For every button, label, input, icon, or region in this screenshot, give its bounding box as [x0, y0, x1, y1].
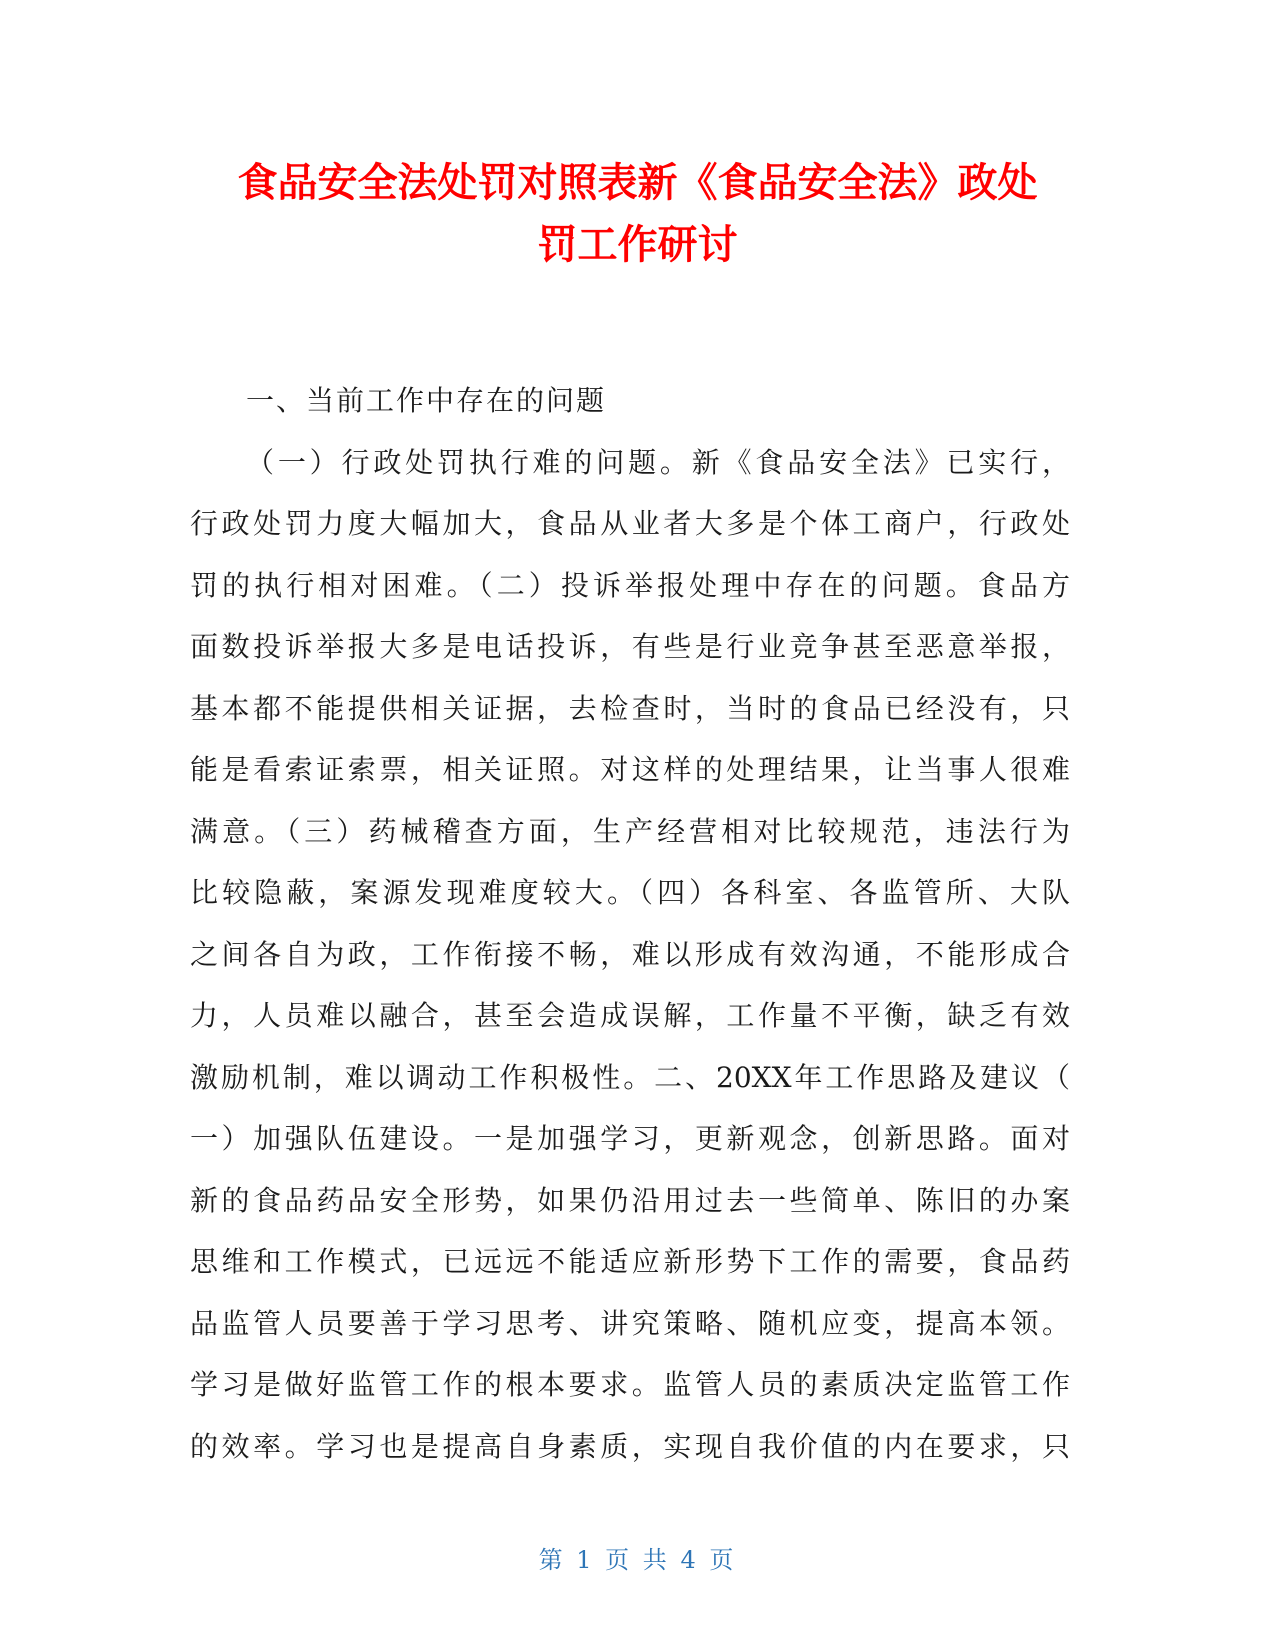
paragraph-line: 的效率。学习也是提高自身素质，实现自我价值的内在要求，只: [190, 1429, 1070, 1463]
paragraph-line: 品监管人员要善于学习思考、讲究策略、随机应变，提高本领。: [190, 1306, 1070, 1340]
paragraph-line: 行政处罚力度大幅加大，食品从业者大多是个体工商户，行政处: [190, 507, 1070, 540]
paragraph-line: 一）加强队伍建设。一是加强学习，更新观念，创新思路。面对: [190, 1122, 1070, 1155]
section-heading: 一、当前工作中存在的问题: [246, 384, 607, 417]
paragraph-line: 满意。（三）药械稽查方面，生产经营相对比较规范，违法行为: [190, 814, 1070, 848]
paragraph-line: 之间各自为政，工作衔接不畅，难以形成有效沟通，不能形成合: [190, 937, 1070, 971]
paragraph-line: 比较隐蔽，案源发现难度较大。（四）各科室、各监管所、大队: [190, 876, 1070, 909]
paragraph-line: 罚的执行相对困难。（二）投诉举报处理中存在的问题。食品方: [190, 568, 1070, 602]
title-line-2: 罚工作研讨: [537, 222, 738, 268]
paragraph-line: 学习是做好监管工作的根本要求。监管人员的素质决定监管工作: [190, 1368, 1070, 1401]
document-body: [190, 370, 1070, 1477]
paragraph-line: 思维和工作模式，已远远不能适应新形势下工作的需要，食品药: [190, 1245, 1070, 1278]
document-title: [150, 152, 1125, 276]
paragraph-line: 力，人员难以融合，甚至会造成误解，工作量不平衡，缺乏有效: [190, 999, 1070, 1032]
paragraph-line: 新的食品药品安全形势，如果仍沿用过去一些简单、陈旧的办案: [190, 1183, 1070, 1217]
paragraph-line: （一）行政处罚执行难的问题。新《食品安全法》已实行，: [246, 445, 1070, 479]
paragraph-line: 基本都不能提供相关证据，去检查时，当时的食品已经没有，只: [190, 691, 1070, 725]
paragraph-line: 能是看索证索票，相关证照。对这样的处理结果，让当事人很难: [190, 753, 1070, 786]
paragraph-line: 激励机制，难以调动工作积极性。二、20XX年工作思路及建议（: [190, 1060, 1070, 1094]
title-line-1: 食品安全法处罚对照表新《食品安全法》政处: [237, 160, 1038, 206]
page-footer: 第 1 页 共 4 页: [538, 1546, 737, 1574]
paragraph-line: 面数投诉举报大多是电话投诉，有些是行业竞争甚至恶意举报，: [190, 630, 1070, 663]
